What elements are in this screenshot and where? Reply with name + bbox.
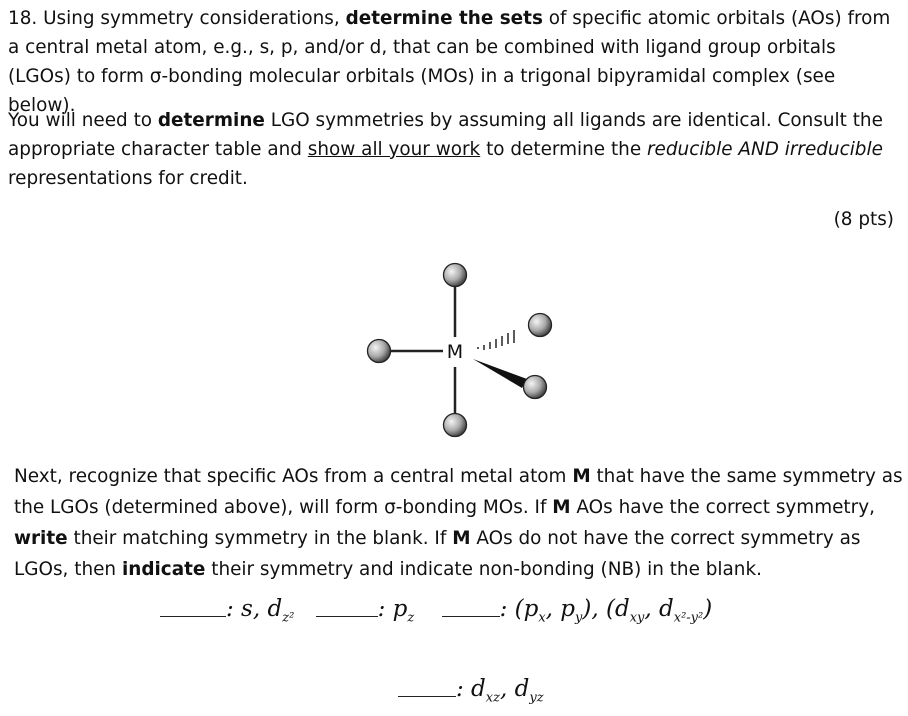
orbital-text: ), (d [582, 596, 630, 622]
ligand-equatorial-front [524, 376, 547, 399]
orbital-set-s-dz2: : s, d [226, 596, 283, 622]
question-paragraph-2 [8, 106, 903, 193]
answer-blank-1[interactable] [160, 616, 226, 617]
orbital-subscript: xz [485, 690, 500, 706]
question-number: 18. [8, 8, 38, 29]
instructions-text: their matching symmetry in the blank. If [67, 528, 453, 549]
instructions-text: their symmetry and indicate non-bonding (NB) in the blank. [205, 559, 762, 580]
instructions-emphasis: M [552, 497, 571, 518]
answer-blank-3[interactable] [442, 616, 500, 617]
answer-blank-4[interactable] [398, 696, 456, 697]
instructions-emphasis: indicate [121, 559, 206, 580]
ligand-axial-top [444, 264, 467, 287]
instructions-text: AOs do not have the correct symmetry as LGOs, then [14, 528, 861, 580]
ligand-axial-bottom [444, 414, 467, 437]
question-italic: reducible AND irreducible [647, 139, 883, 160]
question-text: of specific atomic orbitals (AOs) from a central metal atom, e.g., s, p, and/or d, that can be combined with ligand group orbitals (LGOs) to form σ-bonding molecular orbitals (MOs) in a trigonal bipyramidal complex (see below). [8, 8, 891, 116]
instructions-text: Next, recognize that specific AOs from a central metal atom [14, 466, 573, 487]
orbital-set-pxpy-dxy-dx2y2: : (p [499, 596, 539, 622]
question-text: to determine the [480, 139, 647, 160]
ligand-equatorial-back [529, 314, 552, 337]
hashed-bond [478, 330, 514, 350]
instructions-text: that have the same symmetry as the LGOs (determined above), will form σ-bonding MOs. If [14, 466, 903, 518]
points-label: (8 pts) [833, 209, 894, 230]
orbital-subscript: y [575, 610, 583, 626]
trigonal-bipyramid-diagram [355, 255, 575, 445]
answer-row-1 [160, 596, 712, 626]
instructions-text: AOs have the correct symmetry, [570, 497, 875, 518]
orbital-text: , d [499, 676, 530, 702]
metal-label: M [446, 341, 464, 363]
question-text: You will need to [8, 110, 158, 131]
wedge-bond [473, 359, 527, 388]
instructions-emphasis: M [572, 466, 591, 487]
question-text: representations for credit. [8, 168, 248, 189]
orbital-subscript: yz [529, 690, 544, 706]
orbital-subscript: x²-y² [673, 610, 704, 626]
orbital-subscript: z [407, 610, 415, 626]
instructions-emphasis: write [14, 528, 68, 549]
orbital-subscript: x [538, 610, 546, 626]
answer-row-2 [398, 676, 544, 706]
question-text: Using symmetry considerations, [37, 8, 346, 29]
question-text: LGO symmetries by assuming all ligands are identical. Consult the appropriate character table and [8, 110, 883, 160]
orbital-text: , d [644, 596, 674, 622]
ligand-equatorial-left [368, 340, 391, 363]
orbital-text: ) [703, 596, 713, 622]
instructions-emphasis: M [452, 528, 471, 549]
question-emphasis: determine the sets [345, 8, 543, 29]
answer-blank-2[interactable] [316, 616, 378, 617]
orbital-text: , p [545, 596, 576, 622]
question-underlined: show all your work [307, 139, 481, 160]
question-emphasis: determine [157, 110, 265, 131]
orbital-set-dxz-dyz: : d [456, 676, 486, 702]
orbital-subscript: z² [282, 610, 295, 626]
question-paragraph-1 [8, 4, 903, 120]
orbital-subscript: xy [629, 610, 645, 626]
instructions-paragraph [14, 461, 906, 585]
orbital-set-pz: : p [377, 596, 408, 622]
